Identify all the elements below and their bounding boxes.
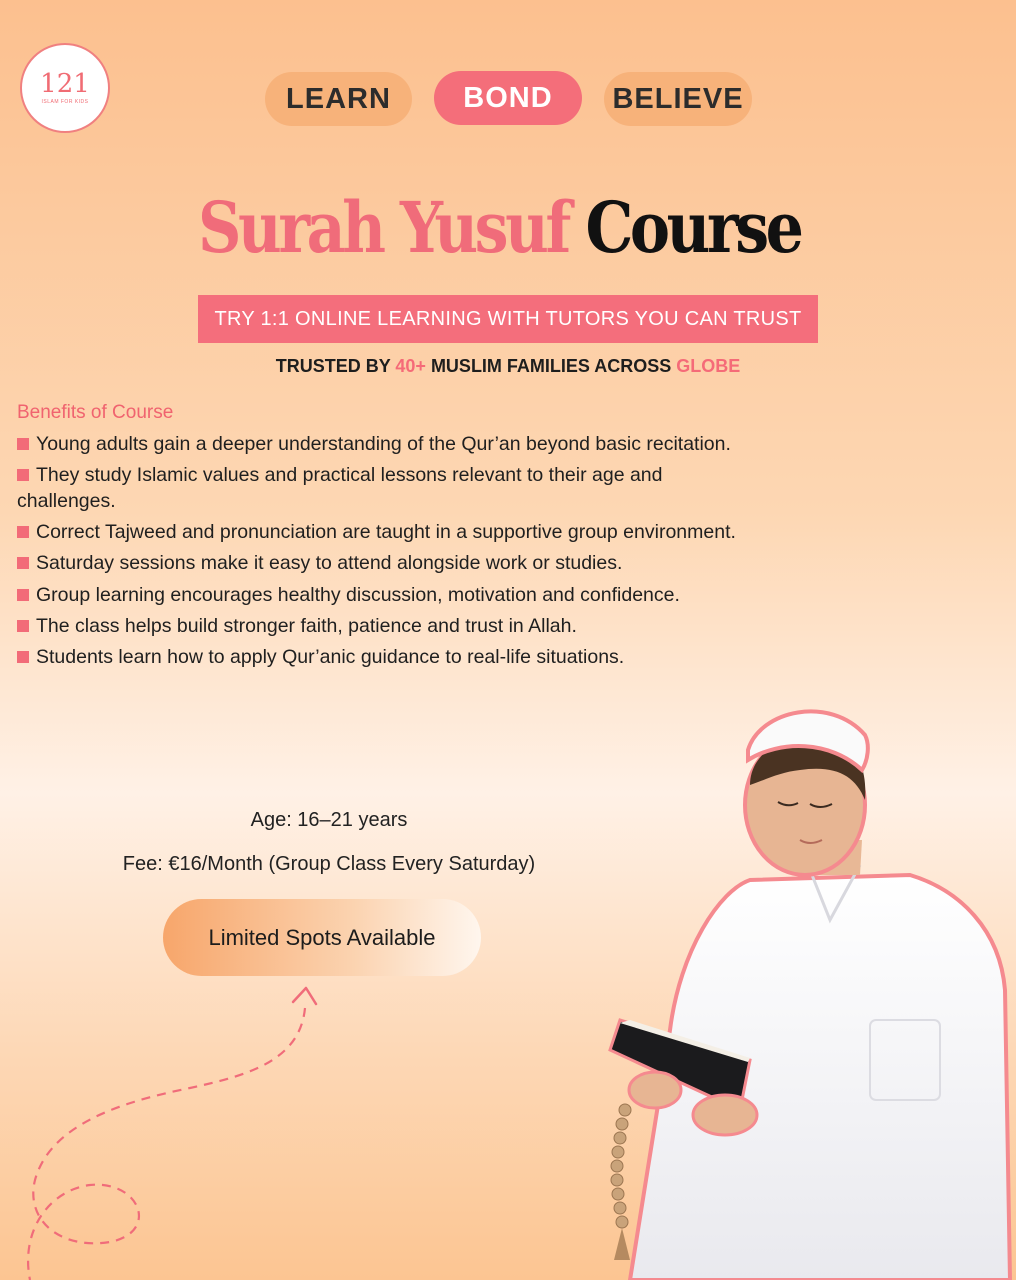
logo-tagline: ISLAM FOR KIDS <box>41 99 89 105</box>
age-range: Age: 16–21 years <box>250 809 408 831</box>
benefit-item <box>17 519 747 545</box>
benefit-text: The class helps build stronger faith, patience and trust in Allah. <box>36 615 577 637</box>
tagline-banner: TRY 1:1 ONLINE LEARNING WITH TUTORS YOU CAN TRUST <box>198 295 818 343</box>
trusted-prefix: TRUSTED BY <box>275 356 396 376</box>
square-bullet-icon <box>17 557 29 569</box>
fee-info: Fee: €16/Month (Group Class Every Saturday) <box>122 853 536 875</box>
bond-pill: BOND <box>434 71 582 125</box>
believe-pill: BELIEVE <box>604 72 752 126</box>
benefit-item <box>17 550 747 576</box>
benefit-text: Students learn how to apply Qur’anic guidance to real-life situations. <box>36 646 625 668</box>
trusted-line <box>0 356 1016 377</box>
dashed-arrow-icon <box>0 980 340 1280</box>
benefit-item <box>17 644 747 670</box>
trusted-place: GLOBE <box>676 356 741 376</box>
student-reading-image <box>600 690 1016 1280</box>
benefit-item <box>17 431 747 457</box>
square-bullet-icon <box>17 469 29 481</box>
benefit-item <box>17 462 747 514</box>
benefit-text: Saturday sessions make it easy to attend alongside work or studies. <box>36 552 623 574</box>
limited-spots-button[interactable]: Limited Spots Available <box>163 899 481 976</box>
square-bullet-icon <box>17 526 29 538</box>
benefit-item <box>17 582 747 608</box>
benefit-text: Correct Tajweed and pronunciation are taught in a supportive group environment. <box>36 521 736 543</box>
benefits-list <box>17 431 747 675</box>
benefit-text: They study Islamic values and practical lessons relevant to their age and challenges. <box>17 464 663 512</box>
trusted-count: 40+ <box>395 356 426 376</box>
square-bullet-icon <box>17 651 29 663</box>
course-title-rest: Course <box>585 186 801 269</box>
square-bullet-icon <box>17 620 29 632</box>
benefit-item <box>17 613 747 639</box>
learn-pill: LEARN <box>265 72 412 126</box>
logo-number: 121 <box>40 69 90 99</box>
brand-logo <box>20 43 110 133</box>
benefit-text: Group learning encourages healthy discussion, motivation and confidence. <box>36 584 680 606</box>
square-bullet-icon <box>17 438 29 450</box>
trusted-middle: MUSLIM FAMILIES ACROSS <box>425 356 677 376</box>
benefits-heading: Benefits of Course <box>17 402 174 423</box>
square-bullet-icon <box>17 589 29 601</box>
course-title <box>198 186 801 286</box>
course-title-highlight: Surah Yusuf <box>198 186 568 269</box>
benefit-text: Young adults gain a deeper understanding of the Qur’an beyond basic recitation. <box>36 433 731 455</box>
